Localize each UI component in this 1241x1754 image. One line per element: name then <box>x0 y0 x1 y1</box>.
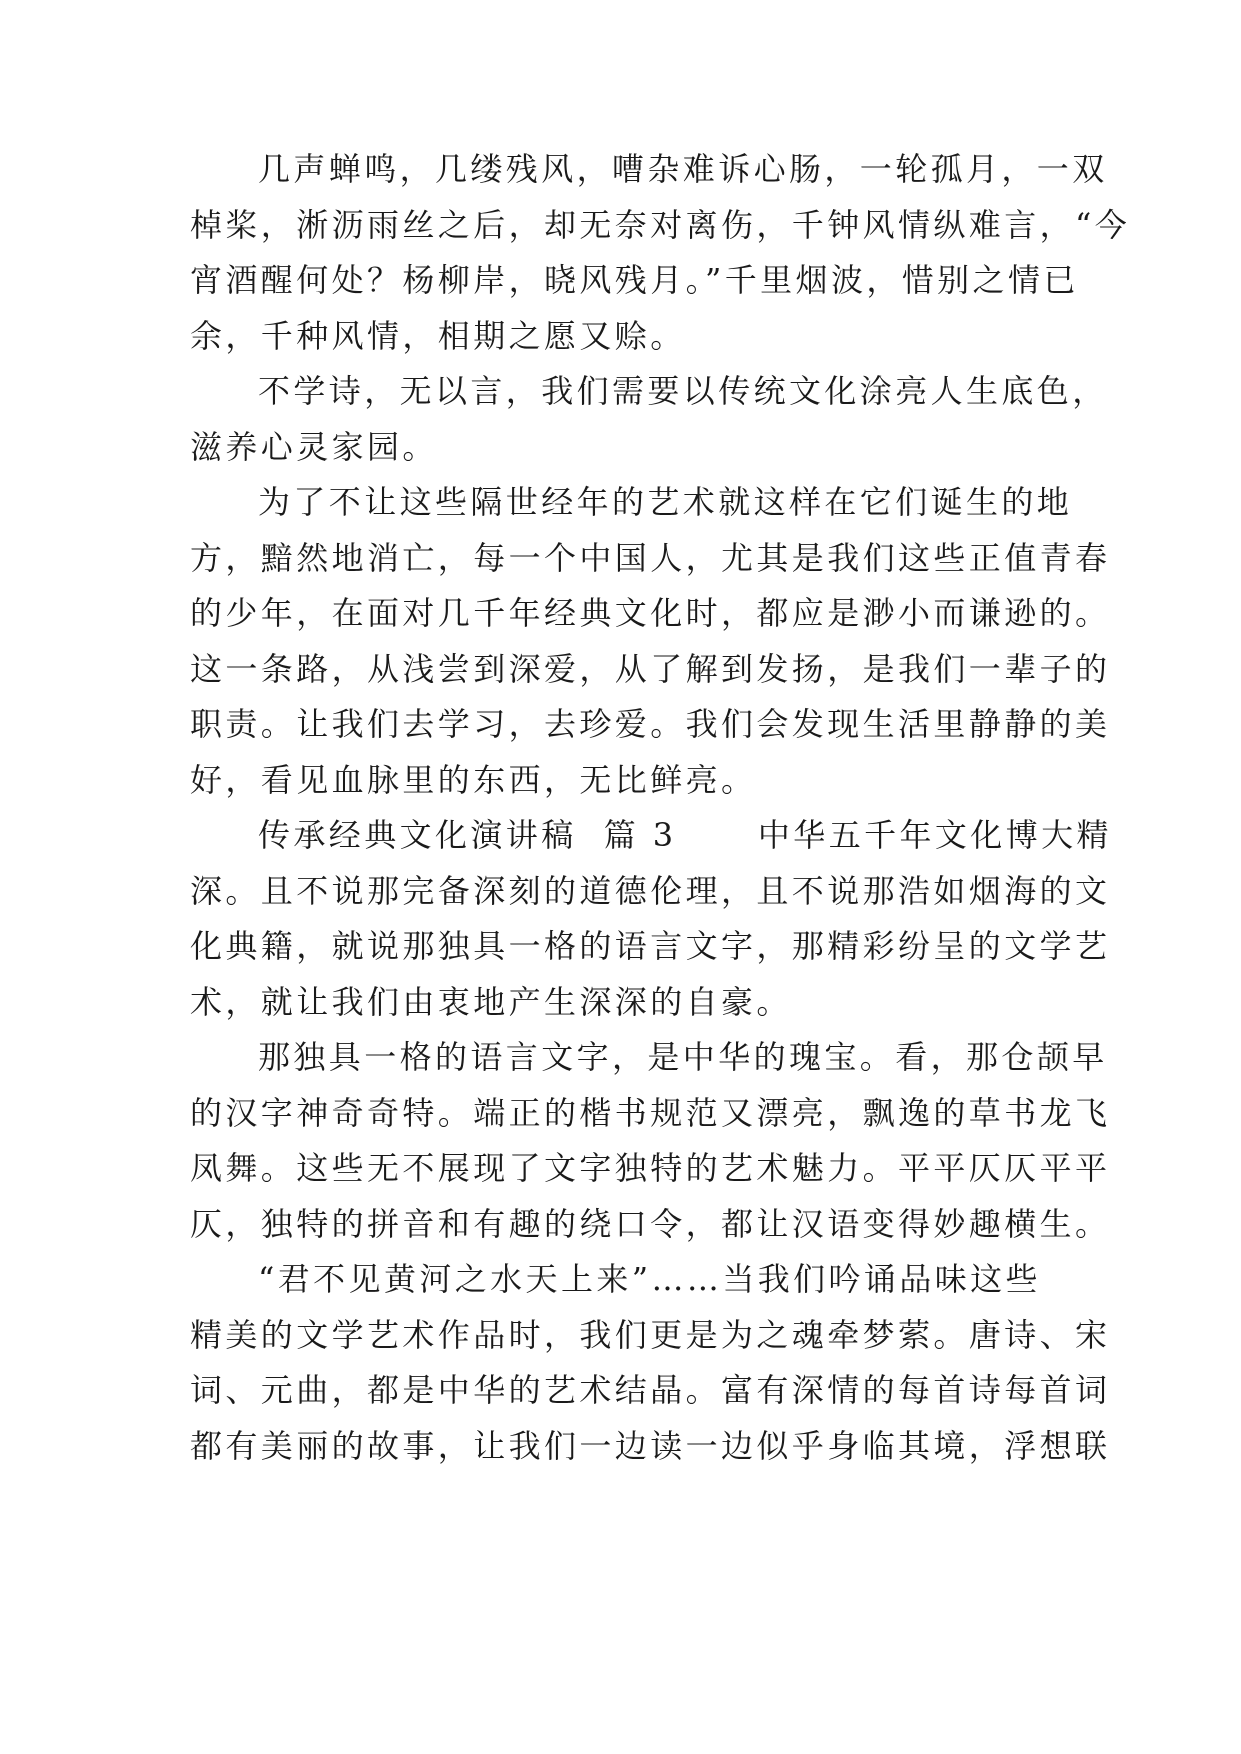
paragraph-line: 化典籍，就说那独具一格的语言文字，那精彩纷呈的文学艺 <box>190 927 1111 965</box>
paragraph-line: 术，就让我们由衷地产生深深的自豪。 <box>190 983 792 1021</box>
paragraph-line: 这一条路，从浅尝到深爱，从了解到发扬，是我们一辈子的 <box>190 650 1111 688</box>
paragraph-line: 精美的文学艺术作品时，我们更是为之魂牵梦萦。唐诗、宋 <box>190 1316 1111 1354</box>
paragraph-line: 几声蝉鸣，几缕残风，嘈杂难诉心肠，一轮孤月，一双 <box>258 150 1108 188</box>
paragraph-line: 滋养心灵家园。 <box>190 428 438 466</box>
paragraph-line: 方，黯然地消亡，每一个中国人，尤其是我们这些正值青春 <box>190 539 1111 577</box>
paragraph-line: 凤舞。这些无不展现了文字独特的艺术魅力。平平仄仄平平 <box>190 1149 1111 1187</box>
paragraph-line: 为了不让这些隔世经年的艺术就这样在它们诞生的地 <box>258 483 1073 521</box>
paragraph-line: 词、元曲，都是中华的艺术结晶。富有深情的每首诗每首词 <box>190 1371 1111 1409</box>
paragraph-line: 余，千种风情，相期之愿又赊。 <box>190 317 686 355</box>
paragraph-line: 棹桨，淅沥雨丝之后，却无奈对离伤，千钟风情纵难言，“今 <box>190 206 1131 244</box>
section-heading-line: 传承经典文化演讲稿 篇 3 中华五千年文化博大精 <box>258 816 1112 854</box>
paragraph-line: 的汉字神奇奇特。端正的楷书规范又漂亮，飘逸的草书龙飞 <box>190 1094 1111 1132</box>
paragraph-line: 那独具一格的语言文字，是中华的瑰宝。看，那仓颉早 <box>258 1038 1108 1076</box>
paragraph-line: 深。且不说那完备深刻的道德伦理，且不说那浩如烟海的文 <box>190 872 1111 910</box>
paragraph-line: 宵酒醒何处？杨柳岸，晓风残月。”千里烟波，惜别之情已 <box>190 261 1079 299</box>
paragraph-line: 职责。让我们去学习，去珍爱。我们会发现生活里静静的美 <box>190 705 1111 743</box>
paragraph-line: 不学诗，无以言，我们需要以传统文化涂亮人生底色， <box>258 372 1108 410</box>
paragraph-line: 的少年，在面对几千年经典文化时，都应是渺小而谦逊的。 <box>190 594 1111 632</box>
paragraph-line: 好，看见血脉里的东西，无比鲜亮。 <box>190 761 757 799</box>
paragraph-line: 都有美丽的故事，让我们一边读一边似乎身临其境，浮想联 <box>190 1427 1111 1465</box>
paragraph-line: “君不见黄河之水天上来”……当我们吟诵品味这些 <box>258 1260 1041 1298</box>
paragraph-line: 仄，独特的拼音和有趣的绕口令，都让汉语变得妙趣横生。 <box>190 1205 1111 1243</box>
